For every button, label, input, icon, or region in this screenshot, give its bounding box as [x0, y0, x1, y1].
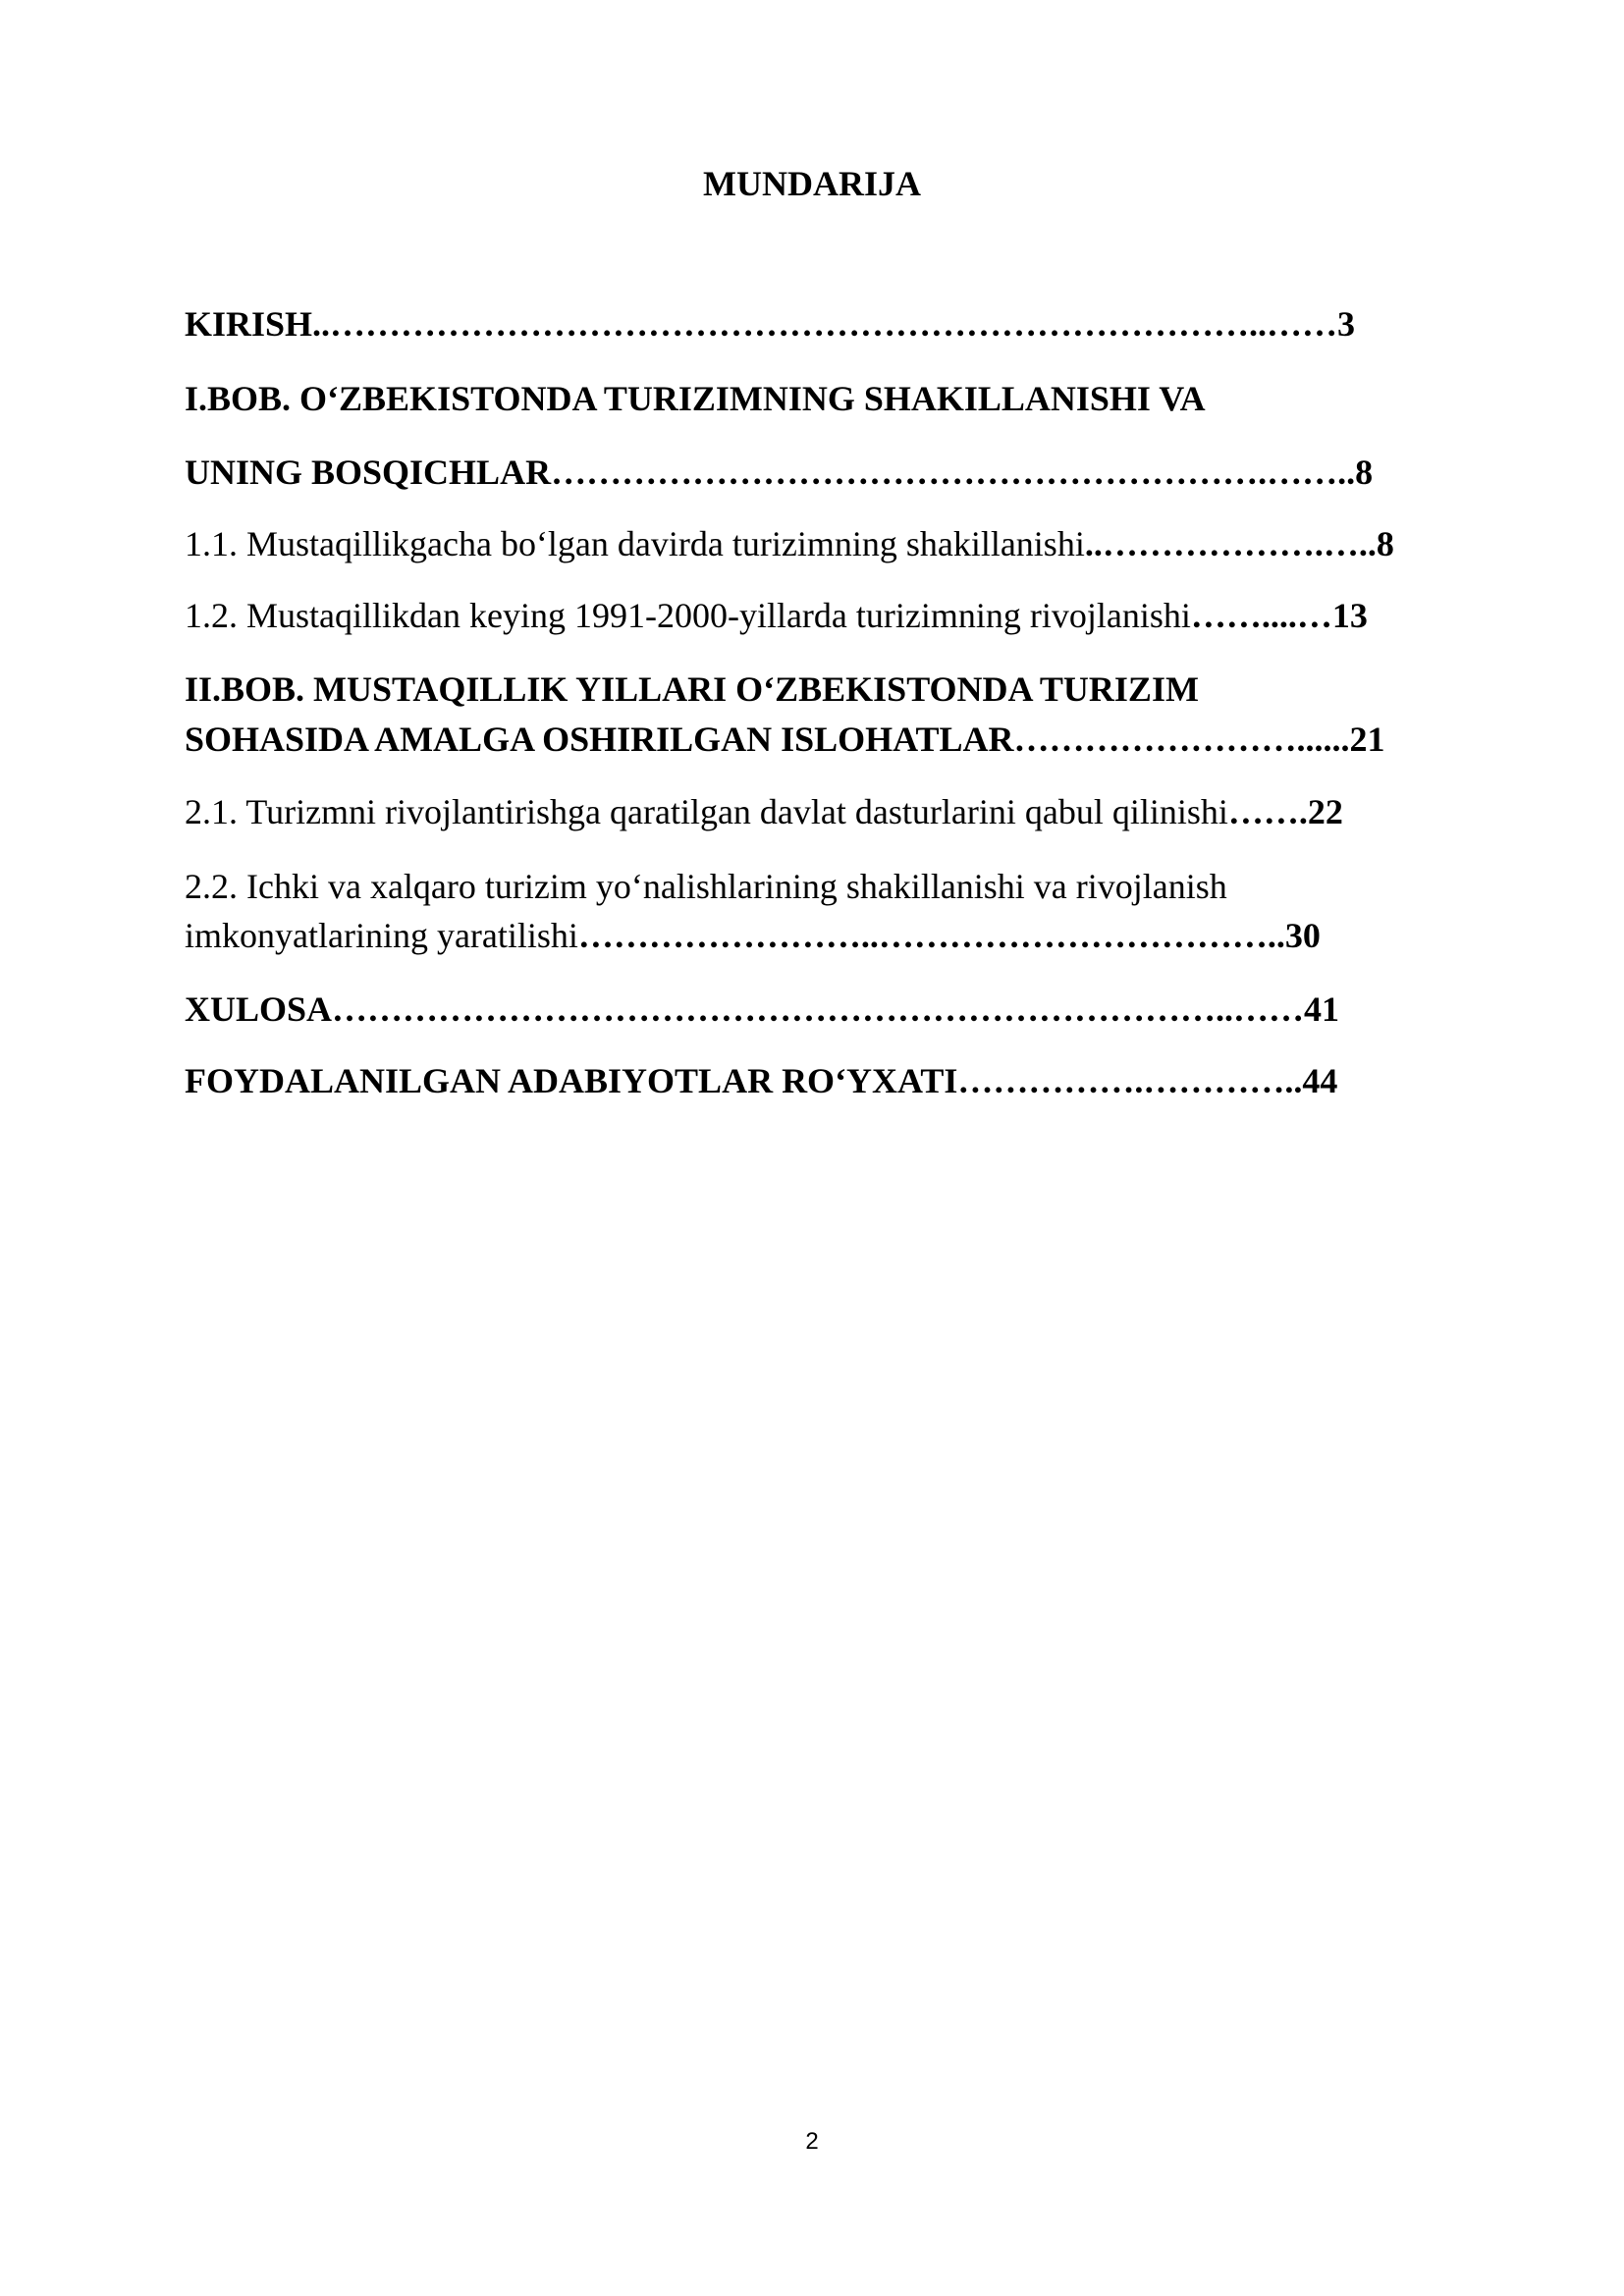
- toc-page-number: 8: [1355, 453, 1374, 492]
- toc-page-number: 30: [1284, 916, 1321, 955]
- toc-entry-title: II.BOB. MUSTAQILLIK YILLARI O‘ZBEKISTONDA TURIZIM: [185, 669, 1199, 709]
- toc-leader-dots: …………….…………..: [957, 1061, 1303, 1100]
- toc-entry-chapter-1-line-2[interactable]: [185, 452, 1373, 493]
- toc-page-number: 13: [1331, 596, 1368, 635]
- toc-entry-section-2-1[interactable]: [185, 791, 1343, 832]
- toc-entry-section-1-2[interactable]: [185, 595, 1368, 636]
- toc-entry-title: 2.2. Ichki va xalqaro turizim yo‘nalishlarining shakillanishi va rivojlanish: [185, 867, 1227, 906]
- toc-entry-title: 1.1. Mustaqillikgacha bo‘lgan davirda turizimning shakillanishi: [185, 524, 1085, 563]
- toc-leader-dots: ..……………………………………………………………………..……: [312, 304, 1338, 344]
- toc-leader-dots: ……………………......: [1013, 720, 1350, 759]
- toc-entry-title: FOYDALANILGAN ADABIYOTLAR RO‘YXATI: [185, 1061, 958, 1100]
- toc-entry-title: imkonyatlarining yaratilishi: [185, 916, 578, 955]
- toc-entry-chapter-2-line-1[interactable]: [185, 668, 1199, 710]
- toc-leader-dots: …………………………………………………………………..……: [332, 989, 1305, 1029]
- toc-page-number: 22: [1307, 792, 1343, 831]
- toc-entry-xulosa[interactable]: [185, 988, 1339, 1030]
- toc-entry-section-2-2-line-2[interactable]: [185, 915, 1321, 956]
- toc-entry-title: 1.2. Mustaqillikdan keying 1991-2000-yillarda turizimning rivojlanishi: [185, 596, 1191, 635]
- toc-leader-dots: …………………………………………………….……..: [551, 453, 1356, 492]
- toc-entry-title: XULOSA: [185, 989, 333, 1029]
- toc-entry-chapter-1-line-1[interactable]: [185, 378, 1206, 419]
- toc-entry-title: KIRISH: [185, 304, 313, 344]
- toc-page-number: 44: [1302, 1061, 1338, 1100]
- toc-entry-chapter-2-line-2[interactable]: [185, 719, 1385, 760]
- page-number: 2: [805, 2128, 819, 2155]
- toc-leader-dots: ..……………….…..: [1084, 524, 1377, 563]
- toc-entry-title: UNING BOSQICHLAR: [185, 453, 552, 492]
- toc-leader-dots: ……………………..……………………………..: [577, 916, 1285, 955]
- toc-entry-title: SOHASIDA AMALGA OSHIRILGAN ISLOHATLAR: [185, 720, 1014, 759]
- toc-leader-dots: …….: [1227, 792, 1308, 831]
- toc-entry-adabiyotlar[interactable]: [185, 1060, 1337, 1101]
- toc-entry-title: I.BOB. O‘ZBEKISTONDA TURIZIMNING SHAKILLANISHI VA: [185, 379, 1206, 418]
- toc-page-number: 41: [1304, 989, 1340, 1029]
- toc-leader-dots: ……....…: [1190, 596, 1332, 635]
- toc-entry-title: 2.1. Turizmni rivojlantirishga qaratilgan davlat dasturlarini qabul qilinishi: [185, 792, 1228, 831]
- toc-entry-section-1-1[interactable]: [185, 523, 1394, 564]
- page-title: MUNDARIJA: [703, 164, 921, 203]
- toc-entry-kirish[interactable]: [185, 303, 1355, 345]
- toc-page-number: 3: [1337, 304, 1356, 344]
- toc-page-number: 21: [1349, 720, 1385, 759]
- toc-page-number: 8: [1376, 524, 1394, 563]
- toc-entry-section-2-2-line-1[interactable]: [185, 866, 1227, 907]
